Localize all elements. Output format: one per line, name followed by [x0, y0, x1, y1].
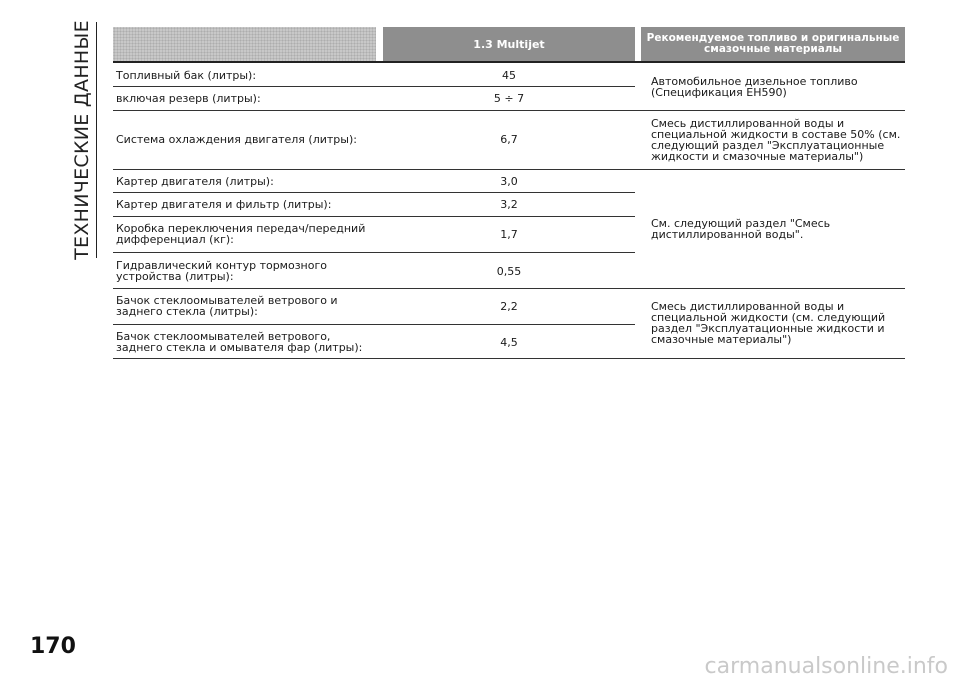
row-divider — [113, 216, 635, 217]
header-fluids: Рекомендуемое топливо и оригинальные смазочные материалы — [641, 27, 905, 61]
row-value: 0,55 — [496, 264, 522, 278]
section-title: ТЕХНИЧЕСКИЕ ДАННЫЕ — [71, 20, 94, 260]
row-divider — [113, 110, 905, 111]
header-model: 1.3 Multijet — [383, 27, 635, 61]
row-parameter: Система охлаждения двигателя (литры): — [116, 133, 357, 146]
row-parameter: Картер двигателя (литры): — [116, 174, 274, 188]
row-divider — [113, 288, 905, 289]
row-parameter: Гидравлический контур тормозного устройства (литры): — [116, 259, 327, 283]
page-number: 170 — [30, 634, 76, 659]
fluid-spec: Автомобильное дизельное топливо (Спецификация EH590) — [651, 75, 858, 99]
table-bottom-divider — [113, 358, 905, 359]
row-value: 3,2 — [500, 197, 518, 211]
row-value: 45 — [502, 68, 516, 82]
row-parameter: Бачок стеклоомывателей ветрового и заднего стекла (литры): — [116, 294, 338, 318]
row-divider — [113, 169, 905, 170]
header-blank-cell — [113, 27, 376, 61]
row-value: 6,7 — [500, 133, 518, 146]
row-value: 3,0 — [500, 174, 518, 188]
watermark: carmanualsonline.info — [704, 654, 948, 679]
row-divider — [113, 324, 635, 325]
fluid-spec: Смесь дистиллированной воды и специальной жидкости в составе 50% (см. следующий раздел "Эксплуатационные жидкости и смазочные материалы") — [651, 116, 901, 163]
row-parameter: Картер двигателя и фильтр (литры): — [116, 197, 332, 211]
row-value: 2,2 — [500, 299, 518, 313]
side-divider — [96, 22, 97, 258]
fluid-spec: См. следующий раздел "Смесь дистиллированной воды". — [651, 217, 831, 241]
row-parameter: Коробка переключения передач/передний дифференциал (кг): — [116, 222, 366, 246]
row-divider — [113, 252, 635, 253]
row-divider — [113, 192, 635, 193]
fluid-spec: Смесь дистиллированной воды и специальной жидкости (см. следующий раздел "Эксплуатационные жидкости и смазочные материалы") — [651, 300, 886, 346]
row-parameter: включая резерв (литры): — [116, 91, 261, 105]
row-divider — [113, 86, 635, 87]
row-parameter: Топливный бак (литры): — [116, 68, 257, 82]
row-value: 1,7 — [500, 227, 518, 241]
row-parameter: Бачок стеклоомывателей ветрового, заднего стекла и омывателя фар (литры): — [116, 330, 363, 354]
row-value: 5 ÷ 7 — [493, 91, 525, 105]
row-value: 4,5 — [500, 335, 518, 349]
header-divider — [113, 61, 905, 63]
